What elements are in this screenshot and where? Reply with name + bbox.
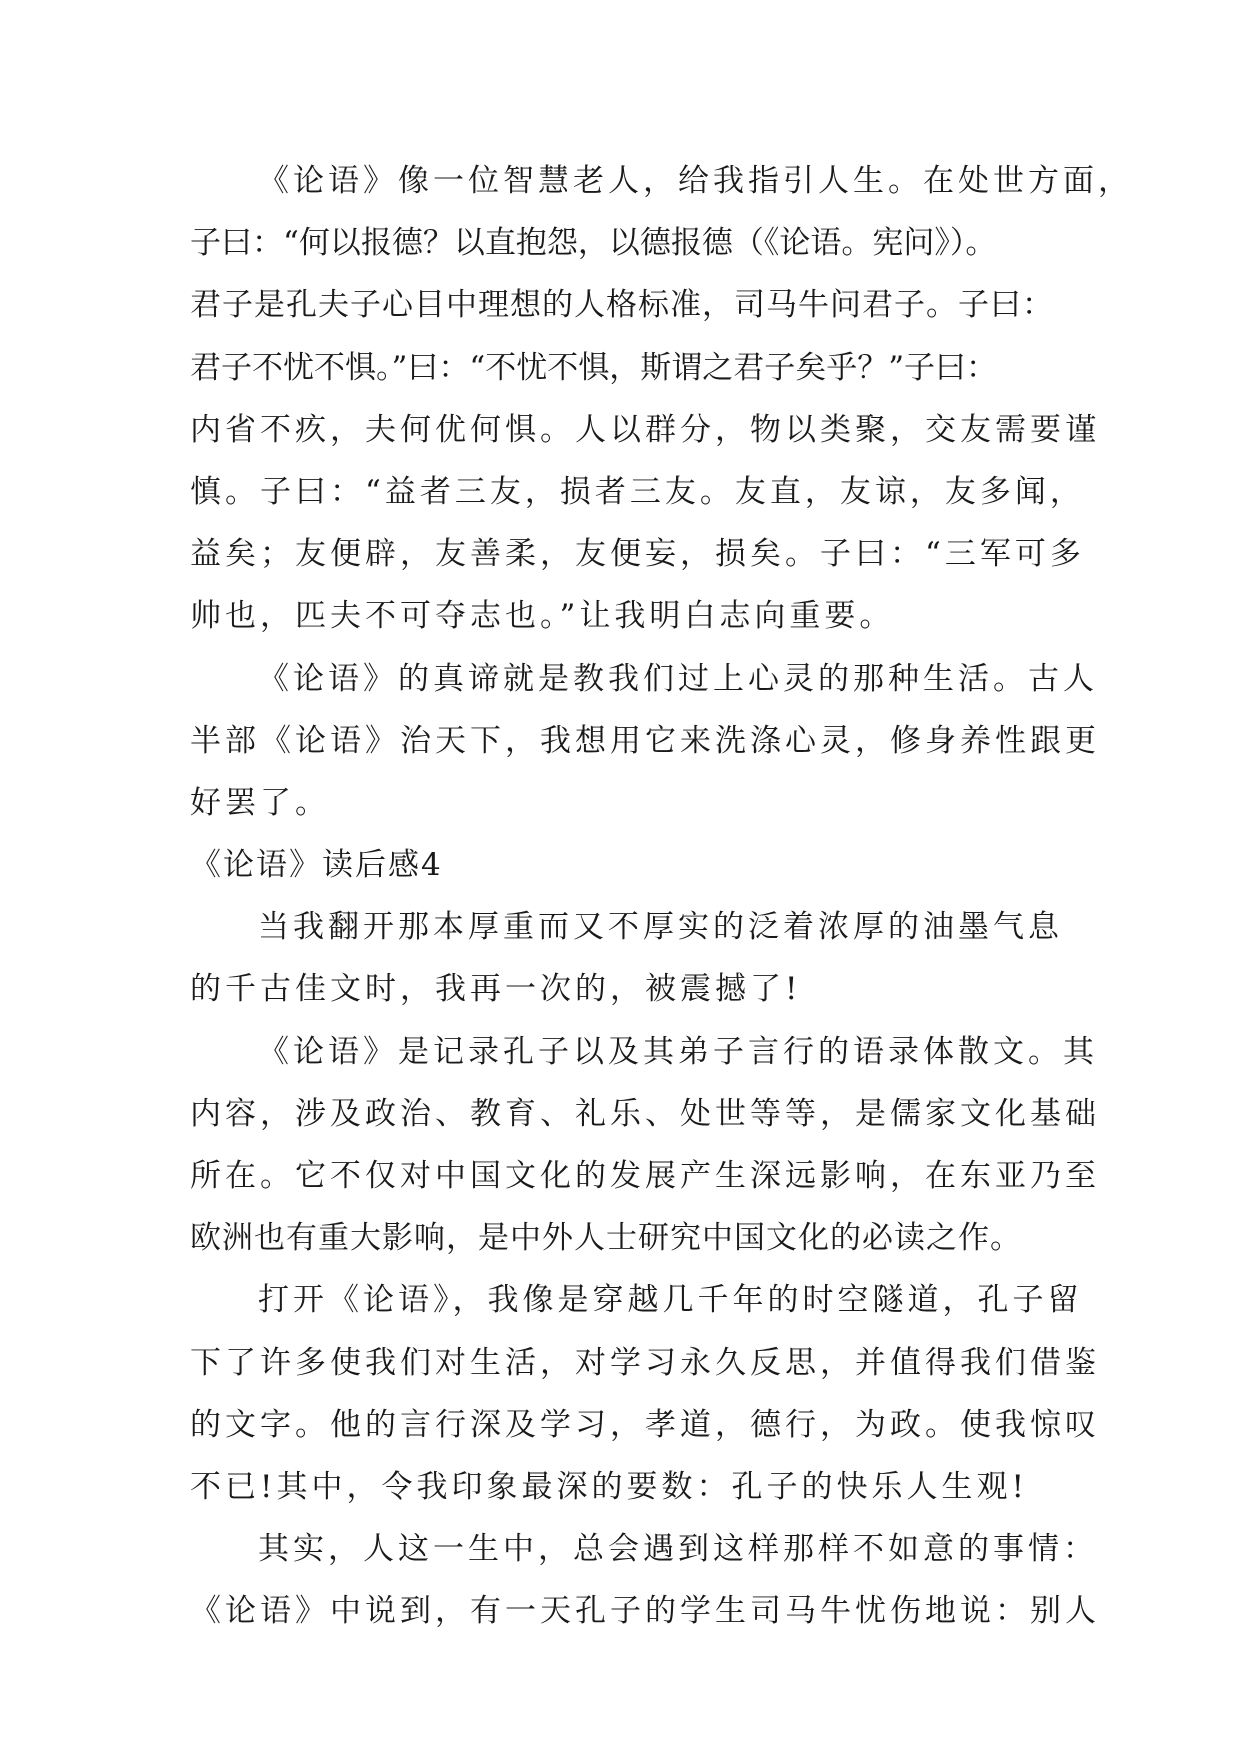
paragraph-line: 不已!其中，令我印象最深的要数：孔子的快乐人生观! xyxy=(190,1468,1028,1505)
paragraph-line: 好罢了。 xyxy=(190,784,330,821)
paragraph-line: 内省不疚，夫何优何惧。人以群分，物以类聚，交友需要谨 xyxy=(190,411,1100,448)
paragraph-line: 当我翻开那本厚重而又不厚实的泛着浓厚的油墨气息 xyxy=(258,909,1063,946)
paragraph-line: 所在。它不仅对中国文化的发展产生深远影响，在东亚乃至 xyxy=(190,1158,1100,1194)
paragraph-line: 其实，人这一生中，总会遇到这样那样不如意的事情： xyxy=(258,1531,1098,1568)
paragraph-line: 内容，涉及政治、教育、礼乐、处世等等，是儒家文化基础 xyxy=(190,1095,1100,1132)
paragraph-line: 帅也，匹夫不可夺志也。”让我明白志向重要。 xyxy=(190,598,895,635)
paragraph-line: 子曰：“何以报德？以直抱怨，以德报德（《论语。宪问》）。 xyxy=(190,225,997,262)
document-body xyxy=(190,150,1133,1643)
section-heading: 《论语》读后感4 xyxy=(190,847,443,884)
paragraph-line: 《论语》是记录孔子以及其弟子言行的语录体散文。其 xyxy=(258,1033,1098,1070)
paragraph-line: 欧洲也有重大影响，是中外人士研究中国文化的必读之作。 xyxy=(190,1220,1022,1257)
paragraph-line: 《论语》中说到，有一天孔子的学生司马牛忧伤地说：别人 xyxy=(190,1593,1100,1630)
paragraph-line: 打开《论语》，我像是穿越几千年的时空隧道，孔子留 xyxy=(258,1282,1083,1319)
paragraph-line: 慎。子曰：“益者三友，损者三友。友直，友谅，友多闻， xyxy=(190,473,1085,510)
paragraph-line: 下了许多使我们对生活，对学习永久反思，并值得我们借鉴 xyxy=(190,1344,1100,1381)
paragraph-line: 君子不忧不惧。”曰：“不忧不惧，斯谓之君子矣乎？”子曰： xyxy=(190,349,998,386)
paragraph-line: 《论语》的真谛就是教我们过上心灵的那种生活。古人 xyxy=(258,660,1098,697)
paragraph-line: 的千古佳文时，我再一次的，被震撼了! xyxy=(190,971,802,1008)
paragraph-line: 益矣；友便辟，友善柔，友便妄，损矣。子曰：“三军可多 xyxy=(190,536,1085,573)
paragraph-line: 《论语》像一位智慧老人，给我指引人生。在处世方面， xyxy=(258,163,1133,199)
paragraph-line: 的文字。他的言行深及学习，孝道，德行，为政。使我惊叹 xyxy=(190,1406,1100,1443)
paragraph-line: 半部《论语》治天下，我想用它来洗涤心灵，修身养性跟更 xyxy=(190,722,1100,759)
paragraph-line: 君子是孔夫子心目中理想的人格标准，司马牛问君子。子曰： xyxy=(190,287,1054,324)
